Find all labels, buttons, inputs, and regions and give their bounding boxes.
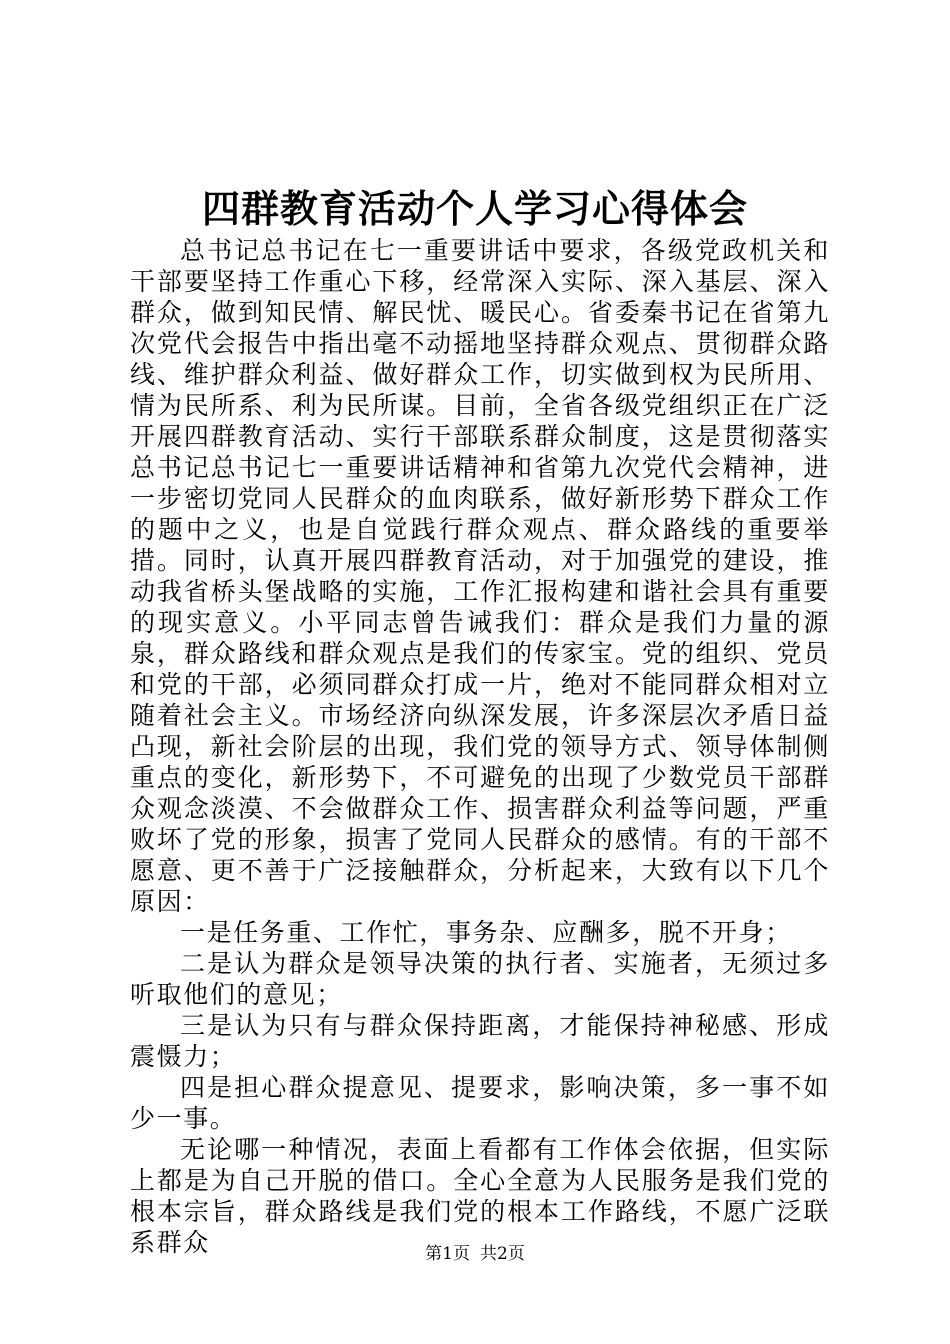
page-number: 第1页 (425, 1244, 470, 1264)
paragraph-reason-4: 四是担心群众提意见、提要求，影响决策，多一事不如少一事。 (130, 1073, 830, 1133)
paragraph-intro: 总书记总书记在七一重要讲话中要求，各级党政机关和干部要坚持工作重心下移，经常深入实际、深入基层、深入群众，做到知民情、解民忧、暖民心。省委秦书记在省第九次党代会报告中指出毫不动摇地坚持群众观点、贯彻群众路线、维护群众利益、做好群众工作，切实做到权为民所用、情为民所系、利为民所谋。目前，全省各级党组织正在广泛开展四群教育活动、实行干部联系群众制度，这是贯彻落实总书记总书记七一重要讲话精神和省第九次党代会精神，进一步密切党同人民群众的血肉联系，做好新形势下群众工作的题中之义，也是自觉践行群众观点、群众路线的重要举措。同时，认真开展四群教育活动，对于加强党的建设，推动我省桥头堡战略的实施，工作汇报构建和谐社会具有重要的现实意义。小平同志曾告诫我们：群众是我们力量的源泉，群众路线和群众观点是我们的传家宝。党的组织、党员和党的干部，必须同群众打成一片，绝对不能同群众相对立随着社会主义。市场经济向纵深发展，许多深层次矛盾日益凸现，新社会阶层的出现，我们党的领导方式、领导体制侧重点的变化，新形势下，不可避免的出现了少数党员干部群众观念淡漠、不会做群众工作、损害群众利益等问题，严重败坏了党的形象，损害了党同人民群众的感情。有的干部不愿意、更不善于广泛接触群众，分析起来，大致有以下几个原因： (130, 236, 830, 916)
paragraph-reason-3: 三是认为只有与群众保持距离，才能保持神秘感、形成震慑力； (130, 1011, 830, 1071)
paragraph-conclusion: 无论哪一种情况，表面上看都有工作体会依据，但实际上都是为自己开脱的借口。全心全意为人民服务是我们党的根本宗旨，群众路线是我们党的根本工作路线，不愿广泛联系群众 (130, 1135, 830, 1257)
paragraph-reason-2: 二是认为群众是领导决策的执行者、实施者，无须过多听取他们的意见； (130, 949, 830, 1009)
document-title: 四群教育活动个人学习心得体会 (201, 187, 748, 231)
page-total: 共2页 (480, 1244, 525, 1264)
page-footer (0, 1242, 950, 1266)
paragraph-reason-1: 一是任务重、工作忙，事务杂、应酬多，脱不开身； (180, 918, 792, 947)
document-body (130, 235, 830, 1258)
